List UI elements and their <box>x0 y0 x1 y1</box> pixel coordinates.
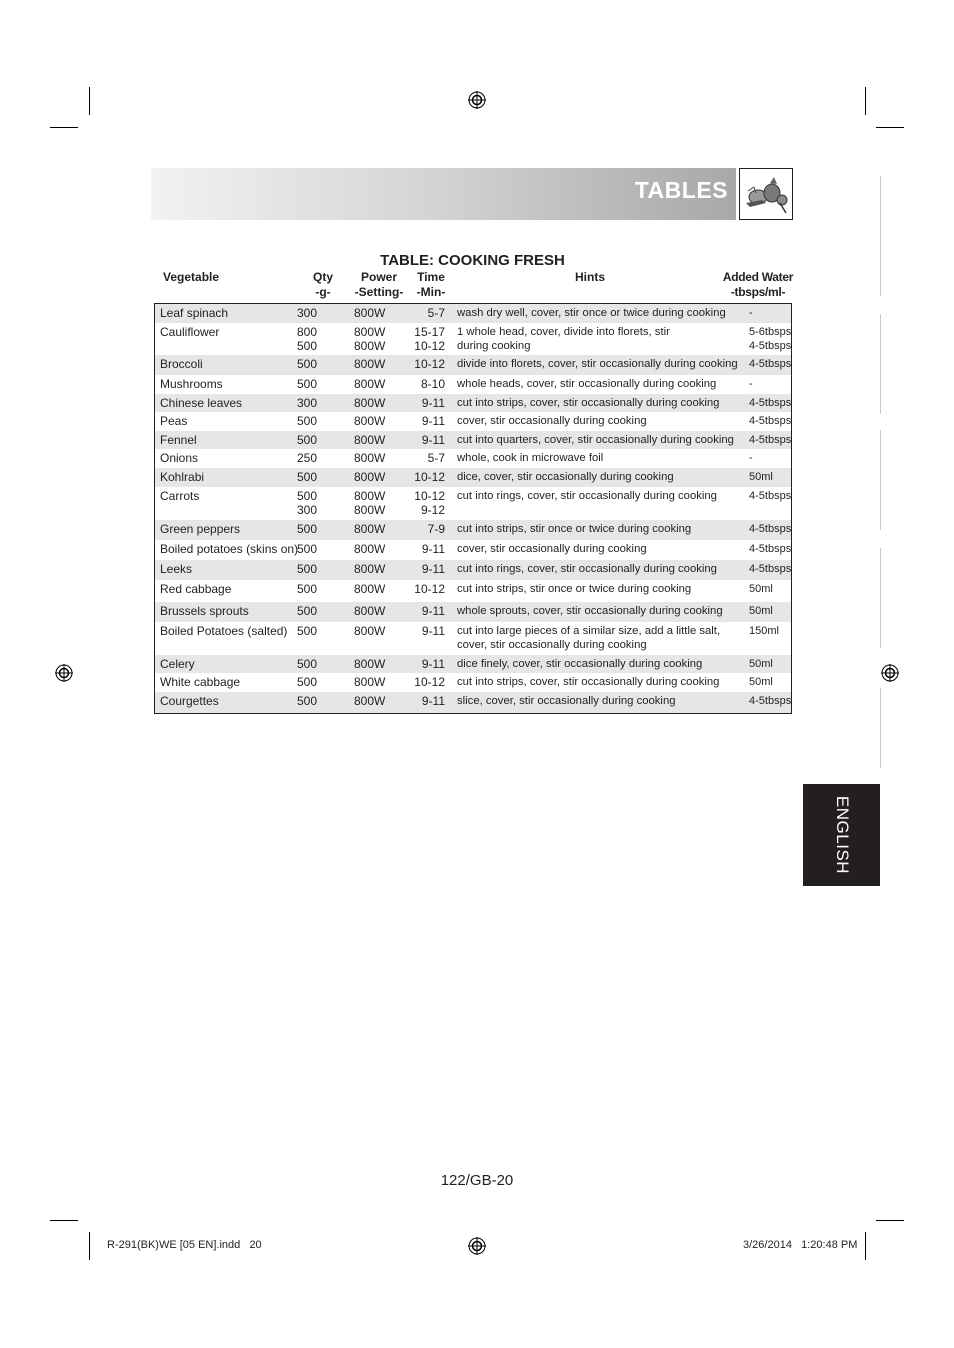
table-row <box>155 431 791 449</box>
crop-mark <box>865 1232 866 1260</box>
water-cell <box>749 414 791 428</box>
qty-cell <box>297 414 317 428</box>
vegetable-cell <box>160 414 187 428</box>
hints-cell <box>457 357 738 371</box>
table-row <box>155 412 791 431</box>
power-cell-line: 800W <box>354 624 386 638</box>
crop-mark <box>50 1220 78 1221</box>
crop-mark <box>876 1220 904 1221</box>
vegetable-cell-line: Courgettes <box>160 694 219 708</box>
vegetable-cell-line: Onions <box>160 451 199 465</box>
registration-mark-icon <box>55 664 73 682</box>
hints-cell <box>457 582 691 596</box>
header-added-water <box>718 270 798 300</box>
hints-cell-line: cover, stir occasionally during cooking <box>457 639 647 651</box>
water-cell <box>749 325 791 353</box>
power-cell-line: 800W <box>354 542 386 556</box>
table-row <box>155 304 791 323</box>
power-cell-line: 800W <box>354 562 386 576</box>
hints-cell-line: cut into large pieces of a similar size, add a little salt, <box>457 625 721 637</box>
header-qty-line2: -g- <box>315 285 331 299</box>
vegetable-cell <box>160 657 195 671</box>
vegetable-cell <box>160 694 219 708</box>
hints-cell-line: cover, stir occasionally during cooking <box>457 415 647 427</box>
water-cell <box>749 657 773 671</box>
qty-cell <box>297 542 317 556</box>
header-qty-line1: Qty <box>312 270 333 284</box>
water-cell <box>749 582 773 596</box>
qty-cell-line: 500 <box>297 339 318 353</box>
table-row <box>155 673 791 692</box>
water-cell <box>749 377 753 391</box>
power-cell <box>354 522 385 536</box>
time-cell <box>404 306 445 320</box>
power-cell-line: 800W <box>354 433 386 447</box>
water-cell <box>749 396 791 410</box>
water-cell-line: - <box>749 307 753 319</box>
header-hints: Hints <box>575 270 605 284</box>
header-power-line2: -Setting- <box>354 285 404 299</box>
time-cell <box>404 357 445 371</box>
qty-cell <box>297 377 317 391</box>
water-cell-line: 4-5tbsps <box>749 563 792 575</box>
hints-cell <box>457 325 670 353</box>
power-cell-line: 800W <box>354 377 386 391</box>
table-row <box>155 375 791 394</box>
date-slug: 3/26/2014 1:20:48 PM <box>743 1239 858 1251</box>
hints-cell-line: slice, cover, stir occasionally during cooking <box>457 695 676 707</box>
side-rule <box>880 176 881 296</box>
qty-cell-line: 500 <box>297 489 318 503</box>
qty-cell <box>297 325 317 353</box>
hints-cell <box>457 470 674 484</box>
qty-cell <box>297 675 317 689</box>
power-cell <box>354 582 385 596</box>
hints-cell <box>457 562 717 576</box>
time-cell-line: 9-12 <box>420 503 445 517</box>
time-cell <box>404 582 445 596</box>
qty-cell <box>297 657 317 671</box>
qty-cell-line: 500 <box>297 357 318 371</box>
water-cell-line: - <box>749 452 753 464</box>
power-cell-line: 800W <box>354 489 386 503</box>
vegetable-cell-line: Broccoli <box>160 357 203 371</box>
hints-cell-line: cut into quarters, cover, stir occasionally during cooking <box>457 434 734 446</box>
time-cell-line: 10-12 <box>414 339 445 353</box>
table-row <box>155 692 791 713</box>
table-row <box>155 449 791 468</box>
power-cell-line: 800W <box>354 694 386 708</box>
language-tab <box>803 784 880 886</box>
vegetable-cell <box>160 675 240 689</box>
water-cell-line: 4-5tbsps <box>749 543 792 555</box>
vegetable-cell-line: Kohlrabi <box>160 470 205 484</box>
time-cell <box>404 451 445 465</box>
crop-mark <box>89 1232 90 1260</box>
qty-cell <box>297 396 317 410</box>
power-cell <box>354 694 385 708</box>
water-cell <box>749 433 791 447</box>
table-row <box>155 487 791 520</box>
hints-cell <box>457 489 717 503</box>
vegetable-cell-line: Red cabbage <box>160 582 232 596</box>
power-cell-line: 800W <box>354 357 386 371</box>
qty-cell-line: 300 <box>297 396 318 410</box>
qty-cell-line: 500 <box>297 377 318 391</box>
vegetable-cell <box>160 562 192 576</box>
qty-cell <box>297 562 317 576</box>
hints-cell <box>457 414 647 428</box>
registration-mark-icon <box>468 1237 486 1255</box>
vegetables-icon <box>739 168 793 220</box>
water-cell <box>749 306 753 320</box>
crop-mark <box>876 127 904 128</box>
time-cell-line: 5-7 <box>427 451 445 465</box>
water-cell <box>749 604 773 618</box>
table-row <box>155 323 791 355</box>
vegetable-cell-line: Chinese leaves <box>160 396 243 410</box>
power-cell-line: 800W <box>354 451 386 465</box>
time-cell-line: 15-17 <box>414 325 445 339</box>
water-cell-line: 4-5tbsps <box>749 695 792 707</box>
water-cell-line: - <box>749 378 753 390</box>
hints-cell <box>457 451 603 465</box>
hints-cell <box>457 624 720 652</box>
hints-cell-line: cut into strips, cover, stir occasionally during cooking <box>457 676 720 688</box>
table-row <box>155 580 791 602</box>
hints-cell-line: cut into strips, stir once or twice during cooking <box>457 583 692 595</box>
time-cell-line: 9-11 <box>421 433 445 447</box>
power-cell <box>354 489 385 517</box>
time-cell <box>404 604 445 618</box>
qty-cell <box>297 582 317 596</box>
vegetable-cell-line: Carrots <box>160 489 200 503</box>
power-cell <box>354 377 385 391</box>
power-cell-line: 800W <box>354 522 386 536</box>
header-water-line1: Added Water <box>722 270 794 284</box>
time-cell-line: 9-11 <box>421 562 445 576</box>
vegetable-cell <box>160 306 228 320</box>
crop-mark <box>865 87 866 115</box>
qty-cell-line: 800 <box>297 325 318 339</box>
water-cell <box>749 694 791 708</box>
section-header-band <box>151 168 736 220</box>
qty-cell <box>297 694 317 708</box>
water-cell-line: 4-5tbsps <box>749 434 792 446</box>
vegetable-cell <box>160 451 198 465</box>
water-cell-line: 50ml <box>749 676 773 688</box>
vegetable-cell <box>160 582 231 596</box>
power-cell <box>354 657 385 671</box>
vegetable-cell-line: Peas <box>160 414 188 428</box>
vegetable-cell-line: Mushrooms <box>160 377 223 391</box>
water-cell <box>749 489 791 503</box>
qty-cell-line: 500 <box>297 604 318 618</box>
hints-cell-line: cover, stir occasionally during cooking <box>457 543 647 555</box>
hints-cell <box>457 694 676 708</box>
time-cell <box>404 624 445 638</box>
vegetable-cell-line: Leaf spinach <box>160 306 229 320</box>
power-cell <box>354 624 385 638</box>
water-cell-line: 150ml <box>749 625 779 637</box>
qty-cell-line: 500 <box>297 522 318 536</box>
hints-cell-line: cut into strips, stir once or twice during cooking <box>457 523 692 535</box>
header-vegetable: Vegetable <box>163 270 220 284</box>
hints-cell-line: 1 whole head, cover, divide into florets, stir <box>457 326 670 338</box>
power-cell <box>354 414 385 428</box>
hints-cell <box>457 306 726 320</box>
time-cell <box>404 433 445 447</box>
hints-cell <box>457 396 719 410</box>
water-cell <box>749 522 791 536</box>
hints-cell <box>457 604 723 618</box>
qty-cell-line: 500 <box>297 542 318 556</box>
side-rule <box>880 688 881 768</box>
header-time <box>411 270 451 300</box>
power-cell-line: 800W <box>354 339 386 353</box>
vegetable-cell-line: Boiled potatoes (skins on) <box>160 542 299 556</box>
header-time-line1: Time <box>417 270 445 284</box>
time-cell-line: 9-11 <box>421 657 445 671</box>
power-cell-line: 800W <box>354 503 386 517</box>
header-power-line1: Power <box>360 270 397 284</box>
water-cell <box>749 675 773 689</box>
table-row <box>155 560 791 580</box>
vegetable-cell-line: Fennel <box>160 433 197 447</box>
vegetable-cell-line: Green peppers <box>160 522 241 536</box>
qty-cell <box>297 306 317 320</box>
water-cell <box>749 470 773 484</box>
time-cell-line: 10-12 <box>414 675 445 689</box>
power-cell <box>354 604 385 618</box>
time-cell <box>404 377 445 391</box>
water-cell-line: 50ml <box>749 658 773 670</box>
water-cell-line: 50ml <box>749 583 773 595</box>
table-row <box>155 468 791 487</box>
time-cell-line: 8-10 <box>420 377 445 391</box>
table-row <box>155 520 791 540</box>
header-time-line2: -Min- <box>416 285 446 299</box>
power-cell-line: 800W <box>354 396 386 410</box>
table-row <box>155 622 791 655</box>
time-cell <box>404 694 445 708</box>
qty-cell <box>297 624 317 638</box>
power-cell <box>354 562 385 576</box>
time-cell <box>404 396 445 410</box>
registration-mark-icon <box>468 91 486 109</box>
time-cell <box>404 675 445 689</box>
hints-cell <box>457 377 716 391</box>
vegetable-cell <box>160 624 287 638</box>
qty-cell-line: 500 <box>297 657 318 671</box>
vegetable-cell <box>160 542 298 556</box>
water-cell <box>749 542 791 556</box>
hints-cell <box>457 542 647 556</box>
side-rule <box>880 314 881 414</box>
power-cell <box>354 470 385 484</box>
water-cell-line: 4-5tbsps <box>749 358 792 370</box>
water-cell-line: 50ml <box>749 605 773 617</box>
side-rule <box>880 548 881 648</box>
water-cell-line: 4-5tbsps <box>749 523 792 535</box>
power-cell-line: 800W <box>354 675 386 689</box>
qty-cell <box>297 357 317 371</box>
water-cell-line: 4-5tbsps <box>749 415 792 427</box>
registration-mark-icon <box>881 664 899 682</box>
power-cell-line: 800W <box>354 306 386 320</box>
vegetable-cell-line: Leeks <box>160 562 193 576</box>
qty-cell-line: 500 <box>297 470 318 484</box>
vegetable-cell <box>160 433 197 447</box>
power-cell <box>354 542 385 556</box>
qty-cell <box>297 433 317 447</box>
water-cell <box>749 624 779 638</box>
power-cell-line: 800W <box>354 657 386 671</box>
time-cell-line: 10-12 <box>414 582 445 596</box>
header-power <box>348 270 410 300</box>
vegetable-cell-line: White cabbage <box>160 675 241 689</box>
hints-cell <box>457 657 702 671</box>
hints-cell-line: wash dry well, cover, stir once or twice during cooking <box>457 307 726 319</box>
vegetable-cell <box>160 470 204 484</box>
vegetable-cell <box>160 604 249 618</box>
power-cell <box>354 451 385 465</box>
table-title: TABLE: COOKING FRESH <box>380 252 565 269</box>
qty-cell-line: 500 <box>297 582 318 596</box>
power-cell-line: 800W <box>354 414 386 428</box>
qty-cell-line: 500 <box>297 433 318 447</box>
file-slug: R-291(BK)WE [05 EN].indd 20 <box>107 1239 262 1251</box>
section-title: TABLES <box>634 177 728 203</box>
water-cell-line: 4-5tbsps <box>749 397 792 409</box>
qty-cell-line: 250 <box>297 451 318 465</box>
hints-cell-line: cut into rings, cover, stir occasionally during cooking <box>457 563 717 575</box>
qty-cell-line: 500 <box>297 414 318 428</box>
power-cell <box>354 325 385 353</box>
water-cell <box>749 357 791 371</box>
water-cell-line: 4-5tbsps <box>749 340 792 352</box>
hints-cell <box>457 433 734 447</box>
hints-cell-line: divide into florets, cover, stir occasionally during cooking <box>457 358 738 370</box>
vegetable-cell <box>160 396 242 410</box>
vegetable-cell-line: Cauliflower <box>160 325 220 339</box>
qty-cell <box>297 451 317 465</box>
header-water-line2: -tbsps/ml- <box>730 285 786 299</box>
water-cell-line: 4-5tbsps <box>749 490 792 502</box>
language-tab-label: ENGLISH <box>832 795 852 875</box>
qty-cell <box>297 604 317 618</box>
qty-cell-line: 500 <box>297 694 318 708</box>
power-cell-line: 800W <box>354 470 386 484</box>
table-row <box>155 540 791 560</box>
power-cell <box>354 306 385 320</box>
time-cell-line: 9-11 <box>421 624 445 638</box>
vegetable-cell-line: Brussels sprouts <box>160 604 249 618</box>
time-cell <box>404 562 445 576</box>
water-cell-line: 5-6tbsps <box>749 326 792 338</box>
time-cell-line: 9-11 <box>421 604 445 618</box>
hints-cell-line: whole heads, cover, stir occasionally during cooking <box>457 378 717 390</box>
time-cell-line: 10-12 <box>414 357 445 371</box>
power-cell <box>354 433 385 447</box>
vegetable-cell-line: Boiled Potatoes (salted) <box>160 624 288 638</box>
time-cell <box>404 522 445 536</box>
time-cell-line: 9-11 <box>421 414 445 428</box>
hints-cell <box>457 522 691 536</box>
table-row <box>155 355 791 375</box>
power-cell <box>354 396 385 410</box>
qty-cell <box>297 470 317 484</box>
power-cell-line: 800W <box>354 604 386 618</box>
hints-cell-line: dice finely, cover, stir occasionally during cooking <box>457 658 703 670</box>
water-cell <box>749 562 791 576</box>
time-cell-line: 9-11 <box>421 542 445 556</box>
time-cell <box>404 489 445 517</box>
table-row <box>155 394 791 412</box>
time-cell <box>404 325 445 353</box>
qty-cell-line: 500 <box>297 624 318 638</box>
time-cell-line: 9-11 <box>421 694 445 708</box>
time-cell-line: 10-12 <box>414 489 445 503</box>
vegetable-cell <box>160 325 219 339</box>
time-cell <box>404 470 445 484</box>
hints-cell-line: dice, cover, stir occasionally during cooking <box>457 471 674 483</box>
qty-cell <box>297 522 317 536</box>
water-cell-line: 50ml <box>749 471 773 483</box>
hints-cell-line: whole sprouts, cover, stir occasionally during cooking <box>457 605 723 617</box>
table-row <box>155 655 791 673</box>
hints-cell-line: cut into rings, cover, stir occasionally during cooking <box>457 490 717 502</box>
crop-mark <box>89 87 90 115</box>
power-cell-line: 800W <box>354 325 386 339</box>
crop-mark <box>50 127 78 128</box>
vegetable-cell <box>160 489 199 503</box>
time-cell-line: 9-11 <box>421 396 445 410</box>
vegetable-cell-line: Celery <box>160 657 195 671</box>
header-qty <box>308 270 338 300</box>
page-number: 122/GB-20 <box>440 1172 514 1189</box>
time-cell <box>404 542 445 556</box>
time-cell <box>404 414 445 428</box>
hints-cell-line: during cooking <box>457 340 531 352</box>
power-cell <box>354 675 385 689</box>
qty-cell-line: 500 <box>297 675 318 689</box>
qty-cell-line: 300 <box>297 503 318 517</box>
qty-cell <box>297 489 317 517</box>
hints-cell <box>457 675 719 689</box>
side-rule <box>880 430 881 530</box>
time-cell <box>404 657 445 671</box>
hints-cell-line: cut into strips, cover, stir occasionally during cooking <box>457 397 720 409</box>
hints-cell-line: whole, cook in microwave foil <box>457 452 604 464</box>
vegetable-cell <box>160 357 203 371</box>
qty-cell-line: 300 <box>297 306 318 320</box>
time-cell-line: 7-9 <box>427 522 445 536</box>
vegetable-cell <box>160 522 240 536</box>
qty-cell-line: 500 <box>297 562 318 576</box>
table-row <box>155 602 791 622</box>
power-cell <box>354 357 385 371</box>
water-cell <box>749 451 753 465</box>
power-cell-line: 800W <box>354 582 386 596</box>
time-cell-line: 5-7 <box>427 306 445 320</box>
vegetable-cell <box>160 377 223 391</box>
time-cell-line: 10-12 <box>414 470 445 484</box>
